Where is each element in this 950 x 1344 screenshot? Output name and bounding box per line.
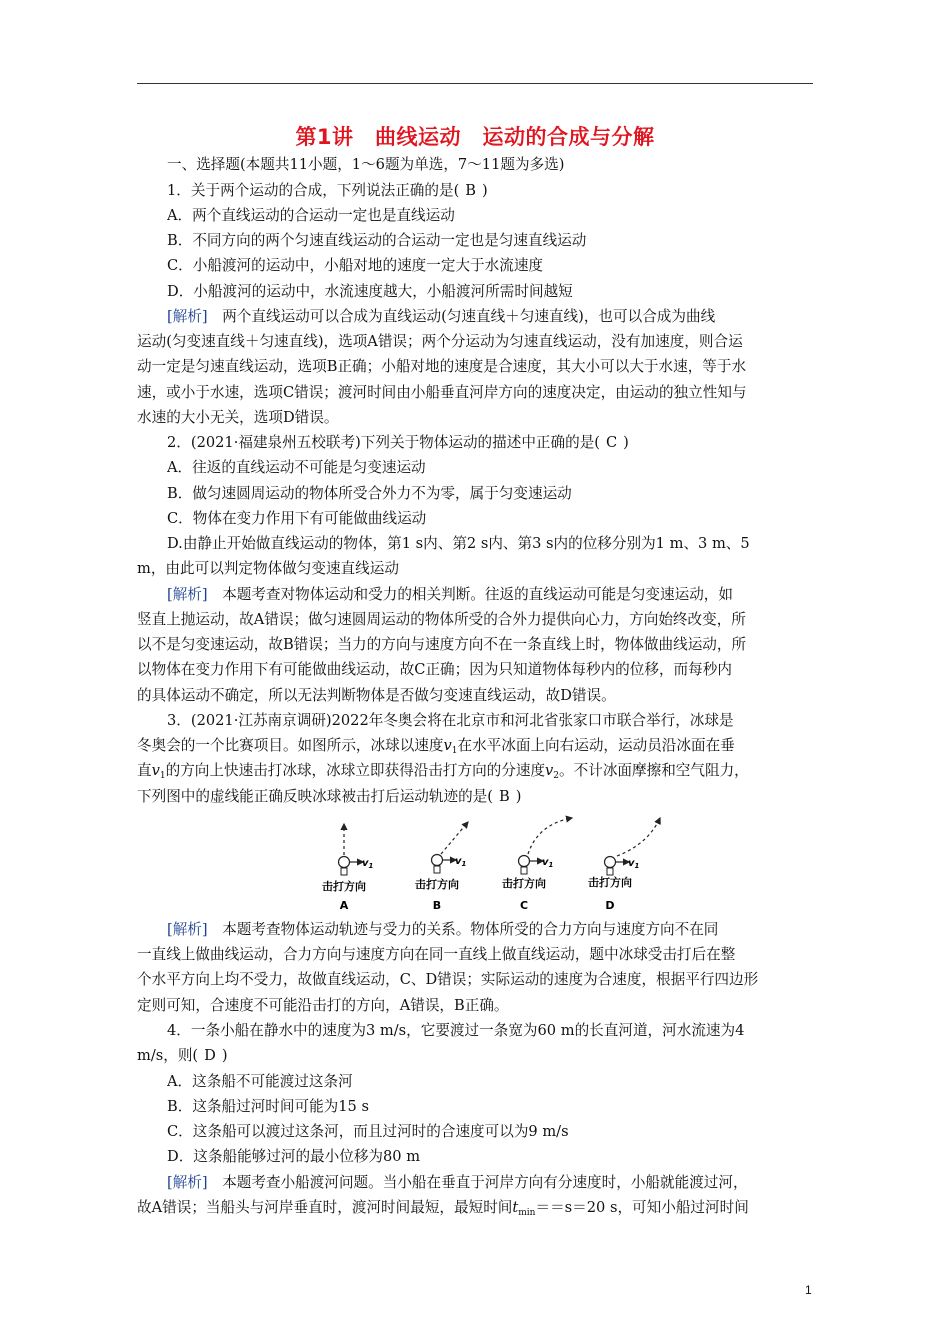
q2-analysis-line: [解析] 本题考查对物体运动和受力的相关判断。往返的直线运动可能是匀变速运动，如: [167, 586, 733, 603]
q3-stem-line: 冬奥会的一个比赛项目。如图所示，冰球以速度$v_1$在水平冰面上向右运动，运动员沿冰面在垂: [137, 737, 735, 756]
q2-analysis-line: 的具体运动不确定，所以无法判断物体是否做匀变速直线运动，故D错误。: [137, 687, 616, 704]
q3-analysis-line: 定则可知，合速度不可能沿击打的方向，A错误，B正确。: [137, 997, 509, 1014]
hit-stick: [341, 868, 347, 875]
q1-analysis-line: 水速的大小无关，选项D错误。: [137, 409, 339, 426]
q4-option-c: C．这条船可以渡过这条河，而且过河时的合速度可以为9 m/s: [167, 1123, 569, 1140]
analysis-label: [解析]: [167, 586, 208, 603]
panel-d: [588, 818, 660, 912]
panel-b: [415, 822, 468, 912]
panel-label: A: [339, 899, 349, 912]
q4-option-a: A．这条船不可能渡过这条河: [167, 1073, 353, 1090]
velocity-label: $v_1$: [628, 858, 640, 870]
q1-analysis-line: 速，或小于水速，选项C错误；渡河时间由小船垂直河岸方向的速度决定，由运动的独立性知与: [137, 384, 747, 401]
page-title: 第1讲 曲线运动 运动的合成与分解: [295, 125, 655, 149]
analysis-label: [解析]: [167, 921, 208, 938]
header-rule: [137, 83, 813, 84]
hit-direction-caption: 击打方向: [415, 878, 459, 891]
puck: [605, 857, 616, 868]
q3-analysis-line: 一直线上做曲线运动，合力方向与速度方向在同一直线上做直线运动，题中冰球受击打后在整: [137, 946, 736, 963]
puck: [432, 855, 443, 866]
hit-stick: [521, 867, 527, 874]
q1-option-a: A．两个直线运动的合运动一定也是直线运动: [167, 207, 455, 224]
q1-analysis-line: 运动(匀变速直线＋匀速直线)，选项A错误；两个分运动为匀速直线运动，没有加速度，则合运: [137, 333, 743, 350]
q2-stem: 2．(2021·福建泉州五校联考)下列关于物体运动的描述中正确的是( C ): [167, 434, 629, 451]
trajectory-path: [528, 818, 572, 854]
q2-option-d-cont: m，由此可以判定物体做匀变速直线运动: [137, 560, 399, 577]
page-number: 1: [805, 1283, 812, 1297]
velocity-label: $v_1$: [455, 856, 467, 868]
hit-direction-caption: 击打方向: [502, 877, 546, 890]
q4-option-d: D．这条船能够过河的最小位移为80 m: [167, 1148, 421, 1165]
q1-analysis-line: 动一定是匀速直线运动，选项B正确；小船对地的速度是合速度，其大小可以大于水速，等于水: [137, 358, 747, 375]
hit-stick: [434, 866, 440, 873]
analysis-label: [解析]: [167, 308, 208, 325]
q2-option-c: C．物体在变力作用下有可能做曲线运动: [167, 510, 427, 527]
q3-answer: B: [498, 788, 510, 805]
q1-analysis-line: [解析] 两个直线运动可以合成为直线运动(匀速直线＋匀速直线)，也可以合成为曲线: [167, 308, 716, 325]
analysis-label: [解析]: [167, 1174, 208, 1191]
q2-analysis-line: 以物体在变力作用下有可能做曲线运动，故C正确；因为只知道物体每秒内的位移，而每秒内: [137, 661, 732, 678]
q1-answer: B: [465, 182, 476, 199]
q4-analysis-line: 故A错误；当船头与河岸垂直时，渡河时间最短，最短时间$t_{min}==s=20$ s，可知小船过河时间: [137, 1199, 749, 1218]
q3-stem-line: 下列图中的虚线能正确反映冰球被击打后运动轨迹的是( B ): [137, 788, 522, 805]
q1-option-b: B．不同方向的两个匀速直线运动的合运动一定也是匀速直线运动: [167, 232, 587, 249]
q2-analysis-line: 竖直上抛运动，故A错误；做匀速圆周运动的物体所受的合外力提供向心力，方向始终改变，所: [137, 611, 746, 628]
q4-stem-line: 4．一条小船在静水中的速度为3 m/s，它要渡过一条宽为60 m的长直河道，河水流速为4: [167, 1022, 745, 1039]
hit-direction-caption: 击打方向: [322, 880, 366, 893]
panel-c: [502, 818, 572, 912]
section-header: 一、选择题(本题共11小题，1～6题为单选，7～11题为多选): [167, 156, 565, 173]
trajectory-path: [617, 818, 660, 856]
hit-stick: [607, 868, 613, 875]
puck: [519, 856, 530, 867]
q1-option-c: C．小船渡河的运动中，小船对地的速度一定大于水流速度: [167, 257, 544, 274]
q3-analysis-line: [解析] 本题考查物体运动轨迹与受力的关系。物体所受的合力方向与速度方向不在同: [167, 921, 719, 938]
panel-label: B: [432, 899, 442, 912]
panel-label: C: [519, 899, 529, 912]
trajectory-path: [441, 822, 468, 854]
q4-option-b: B．这条船过河时间可能为15 s: [167, 1098, 369, 1115]
q1-option-d: D．小船渡河的运动中，水流速度越大，小船渡河所需时间越短: [167, 283, 573, 300]
velocity-label: $v_1$: [542, 857, 554, 869]
q3-stem-line: 3．(2021·江苏南京调研)2022年冬奥会将在北京市和河北省张家口市联合举行，冰球是: [167, 712, 734, 729]
q2-analysis-line: 以不是匀变速运动，故B错误；当力的方向与速度方向不在一条直线上时，物体做曲线运动，所: [137, 636, 747, 653]
puck-trajectory-figure: [300, 810, 700, 915]
puck: [339, 857, 350, 868]
q2-option-b: B．做匀速圆周运动的物体所受合外力不为零，属于匀变速运动: [167, 485, 572, 502]
q2-answer: C: [606, 434, 618, 451]
q1-stem: 1．关于两个运动的合成，下列说法正确的是( B ): [167, 182, 488, 199]
q4-analysis-line: [解析] 本题考查小船渡河问题。当小船在垂直于河岸方向有分速度时，小船就能渡过河，: [167, 1174, 748, 1191]
q4-answer: D: [204, 1047, 216, 1064]
q2-option-d: D.由静止开始做直线运动的物体，第1 s内、第2 s内、第3 s内的位移分别为1 m、3 m、5: [167, 535, 750, 552]
velocity-label: $v_1$: [362, 858, 374, 870]
q4-stem-line: m/s，则( D ): [137, 1047, 228, 1064]
panel-a: [322, 824, 374, 912]
q3-analysis-line: 个水平方向上均不受力，故做直线运动，C、D错误；实际运动的速度为合速度，根据平行四边形: [137, 971, 759, 988]
q3-stem-line: 直$v_1$的方向上快速击打冰球，冰球立即获得沿击打方向的分速度$v_2$。不计冰面摩擦和空气阻力，: [137, 762, 749, 781]
panel-label: D: [605, 899, 615, 912]
q2-option-a: A．往返的直线运动不可能是匀变速运动: [167, 459, 426, 476]
hit-direction-caption: 击打方向: [588, 876, 632, 889]
